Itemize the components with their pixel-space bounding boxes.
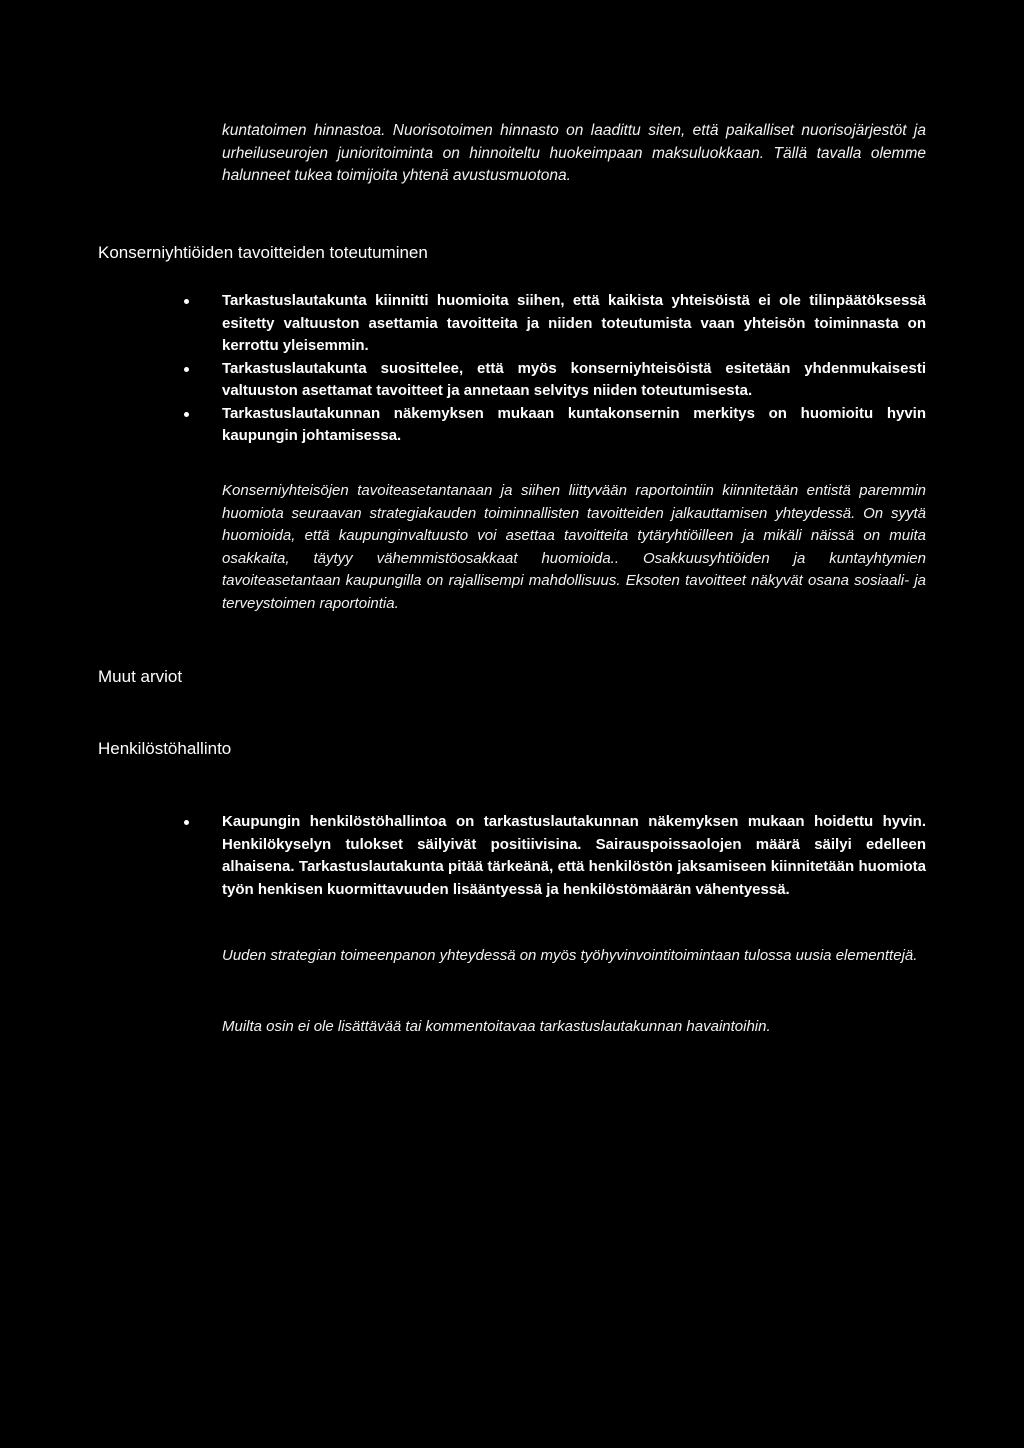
list-item-text: Tarkastuslautakunta kiinnitti huomioita siihen, että kaikista yhteisöistä ei ole tilinpäätöksessä esitetty valtuuston asettamia tavoitteita ja niiden toteutumista vaan yhteisön toiminnasta on kerrottu yleisemmin. bbox=[222, 292, 926, 354]
list-item-text: Kaupungin henkilöstöhallintoa on tarkastuslautakunnan näkemyksen mukaan hoidettu hyvin. Henkilökyselyn tulokset säilyivät positiivisina. Sairauspoissaolojen määrä säilyi edelleen alhaisena. Tarkastuslautakunta pitää tärkeänä, että henkilöstön jaksamiseen kiinnitetään huomiota työn henkisen kuormittavuuden lisääntyessä ja henkilöstömäärän vähentyessä. bbox=[222, 813, 926, 898]
response-paragraph-muilta: Muilta osin ei ole lisättävää tai kommentoitavaa tarkastuslautakunnan havaintoihin. bbox=[222, 1018, 771, 1035]
response-paragraph-strategia: Uuden strategian toimeenpanon yhteydessä on myös työhyvinvointitoimintaan tulossa uusia elementtejä. bbox=[222, 947, 918, 964]
bullet-list-henkilosto bbox=[222, 811, 926, 901]
heading-henkilostohallinto: Henkilöstöhallinto bbox=[98, 739, 232, 758]
list-item-text: Tarkastuslautakunnan näkemyksen mukaan kuntakonsernin merkitys on huomioitu hyvin kaupungin johtamisessa. bbox=[222, 404, 926, 444]
bullet-list-konserni bbox=[222, 290, 926, 448]
list-item bbox=[222, 290, 926, 358]
intro-paragraph: kuntatoimen hinnastoa. Nuorisotoimen hinnasto on laadittu siten, että paikalliset nuorisojärjestöt ja urheiluseurojen junioritoiminta on hinnoiteltu huokeimpaan maksuluokkaan. Tällä tavalla olemme halunneet tukea toimijoita yhtenä avustusmuotona. bbox=[222, 122, 926, 184]
bullet-icon bbox=[184, 367, 189, 372]
heading-konserniyhtiot: Konserniyhtiöiden tavoitteiden toteutuminen bbox=[98, 243, 428, 262]
list-item bbox=[222, 358, 926, 403]
response-paragraph-konserni: Konserniyhteisöjen tavoiteasetantanaan ja siihen liittyvään raportointiin kiinnitetään entistä paremmin huomiota seuraavan strategiakauden toiminnallisten tavoitteiden jalkauttamisen yhteydessä. On syytä huomioida, että kaupunginvaltuusto voi asettaa tavoitteita tytäryhtiöilleen ja mikäli näissä on muita osakkaita, täytyy vähemmistöosakkaat huomioida.. Osakkuusyhtiöiden ja kuntayhtymien tavoiteasetantaan kaupungilla on rajallisempi mahdollisuus. Eksoten tavoitteet näkyvät osana sosiaali- ja terveystoimen raportointia. bbox=[222, 482, 926, 612]
list-item-text: Tarkastuslautakunta suosittelee, että myös konserniyhteisöistä esitetään yhdenmukaisesti valtuuston asettamat tavoitteet ja annetaan selvitys niiden toteutumisesta. bbox=[222, 359, 926, 399]
heading-muut-arviot: Muut arviot bbox=[98, 667, 183, 686]
list-item bbox=[222, 403, 926, 448]
list-item bbox=[222, 811, 926, 901]
bullet-icon bbox=[184, 820, 189, 825]
bullet-icon bbox=[184, 299, 189, 304]
bullet-icon bbox=[184, 412, 189, 417]
